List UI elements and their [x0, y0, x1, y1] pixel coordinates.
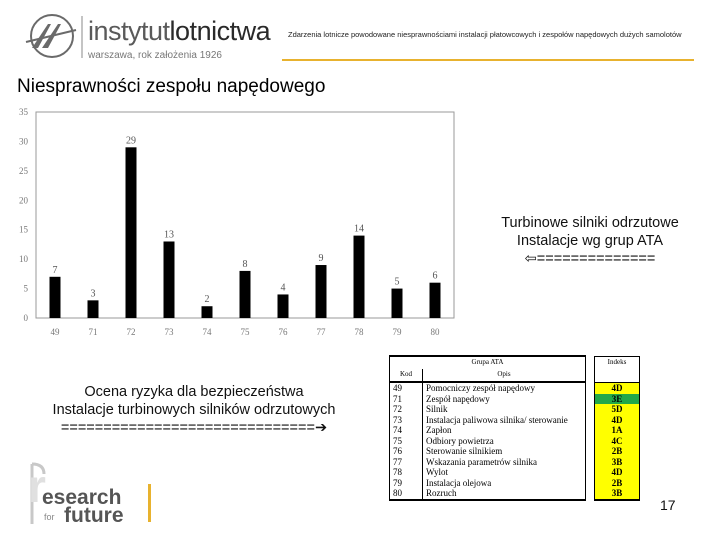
ata-opis-cell: Instalacja paliwowa silnika/ sterowanie [423, 415, 586, 426]
ata-index-header: Indeks [595, 356, 640, 382]
x-tick-label: 79 [392, 327, 402, 337]
legend-line-2: Instalacje wg grup ATA [516, 233, 664, 249]
bar-79 [392, 289, 403, 318]
bar-77 [316, 265, 327, 318]
risk-line-3: ==============================➔ [60, 420, 328, 436]
x-tick-label: 72 [126, 327, 136, 337]
ata-table-row [390, 446, 640, 457]
x-tick-label: 76 [278, 327, 288, 337]
ata-table-row [390, 425, 640, 436]
ata-opis-cell: Wskazania parametrów silnika [423, 457, 586, 468]
ata-kod-cell: 72 [390, 404, 423, 415]
brand-name: instytutlotnictwa [88, 16, 271, 46]
risk-line-2: Instalacje turbinowych silników odrzutowych [52, 402, 336, 418]
ata-index-cell: 5D [595, 404, 640, 415]
slide-title: Niesprawności zespołu napędowego [17, 76, 326, 97]
ata-index-cell: 3B [595, 488, 640, 500]
risk-line-1: Ocena ryzyka dla bezpieczeństwa [84, 384, 304, 400]
ata-index-cell: 3B [595, 457, 640, 468]
ata-index-cell: 4D [595, 382, 640, 394]
ata-kod-cell: 49 [390, 382, 423, 394]
ata-opis-cell: Zapłon [423, 425, 586, 436]
svg-text:for: for [44, 512, 55, 522]
svg-text:future: future [64, 504, 124, 526]
y-tick-label: 35 [19, 107, 28, 117]
ata-opis-cell: Silnik [423, 404, 586, 415]
ata-kod-cell: 74 [390, 425, 423, 436]
arrow-right-icon: ➔ [314, 420, 328, 436]
x-tick-label: 71 [88, 327, 98, 337]
ata-opis-cell: Instalacja olejowa [423, 478, 586, 489]
ata-table-row [390, 415, 640, 426]
bar-value-label: 13 [164, 229, 174, 241]
ata-kod-cell: 77 [390, 457, 423, 468]
bar-value-label: 3 [90, 288, 96, 300]
ata-index-cell: 2B [595, 446, 640, 457]
x-tick-label: 80 [430, 327, 440, 337]
ata-index-cell: 4D [595, 415, 640, 426]
ata-group-header: Grupa ATA [390, 356, 586, 369]
bar-75 [240, 271, 251, 318]
ata-index-cell: 4D [595, 467, 640, 478]
y-tick-label: 30 [19, 136, 28, 147]
ata-opis-cell: Pomocniczy zespół napędowy [423, 382, 586, 394]
bar-49 [50, 277, 61, 318]
ata-index-cell: 1A [595, 425, 640, 436]
y-tick-label: 0 [23, 313, 28, 323]
x-axis [51, 327, 441, 337]
ata-table [389, 355, 640, 501]
x-tick-label: 49 [50, 327, 60, 337]
bar-value-label: 14 [354, 223, 364, 235]
ata-opis-cell: Sterowanie silnikiem [423, 446, 586, 457]
bar-72 [126, 147, 137, 318]
legend-line-3: ⇦============== [524, 251, 656, 267]
ata-kod-cell: 76 [390, 446, 423, 457]
header-caption: Zdarzenia lotnicze powodowane niesprawnościami instalacji płatowcowych i zespołów napędowych dużych samolotów [288, 30, 682, 39]
y-axis [19, 107, 29, 323]
brand-subtitle: warszawa, rok założenia 1926 [88, 50, 222, 61]
ata-kod-cell: 80 [390, 488, 423, 500]
bar-80 [430, 283, 441, 318]
ata-kod-header: Kod [390, 369, 423, 382]
bar-value-label: 5 [394, 276, 400, 288]
page-number: 17 [660, 497, 676, 513]
x-tick-label: 75 [240, 327, 250, 337]
arrow-left-icon: ⇦ [524, 251, 537, 267]
ata-opis-cell: Zespół napędowy [423, 394, 586, 405]
y-tick-label: 5 [23, 283, 28, 294]
ata-index-cell: 2B [595, 478, 640, 489]
x-tick-label: 74 [202, 327, 212, 337]
bar-value-label: 7 [52, 264, 58, 276]
ata-index-cell: 4C [595, 436, 640, 447]
ata-kod-cell: 73 [390, 415, 423, 426]
ata-table-row [390, 478, 640, 489]
ata-index-cell: 3E [595, 394, 640, 405]
bar-74 [202, 306, 213, 318]
x-tick-label: 73 [164, 327, 174, 337]
ata-opis-cell: Rozruch [423, 488, 586, 500]
svg-text:r: r [28, 462, 46, 512]
ata-kod-cell: 78 [390, 467, 423, 478]
bar-73 [164, 241, 175, 318]
bar-78 [354, 236, 365, 318]
ata-kod-cell: 75 [390, 436, 423, 447]
bar-71 [88, 300, 99, 318]
ata-kod-cell: 79 [390, 478, 423, 489]
y-tick-label: 25 [19, 165, 28, 176]
bar-value-label: 2 [204, 294, 210, 306]
bar-chart [0, 106, 470, 342]
bar-value-label: 9 [318, 253, 324, 265]
ata-opis-header: Opis [423, 369, 586, 382]
x-tick-label: 78 [354, 327, 364, 337]
bar-value-label: 8 [242, 258, 248, 270]
x-tick-label: 77 [316, 327, 326, 337]
ata-table-row [390, 404, 640, 415]
ata-kod-cell: 71 [390, 394, 423, 405]
ata-table-row [390, 394, 640, 405]
y-tick-label: 20 [19, 195, 28, 206]
ata-opis-cell: Odbiory powietrza [423, 436, 586, 447]
ata-table-row [390, 457, 640, 468]
bar-value-label: 29 [126, 135, 136, 147]
y-tick-label: 10 [19, 254, 28, 265]
ata-opis-cell: Wylot [423, 467, 586, 478]
legend-line-1: Turbinowe silniki odrzutowe [501, 215, 679, 231]
ata-table-row [390, 467, 640, 478]
ata-table-row [390, 382, 640, 394]
slide-header [0, 0, 720, 66]
research-for-future-logo [22, 462, 162, 526]
svg-text:esearch: esearch [42, 486, 122, 509]
y-tick-label: 15 [19, 224, 28, 235]
ata-table-row [390, 488, 640, 500]
bar-value-label: 4 [280, 282, 286, 294]
header-divider [282, 59, 694, 61]
bar-76 [278, 294, 289, 318]
legend-block [470, 214, 710, 268]
ata-table-row [390, 436, 640, 447]
risk-block [20, 383, 368, 437]
bar-value-label: 6 [432, 270, 438, 282]
